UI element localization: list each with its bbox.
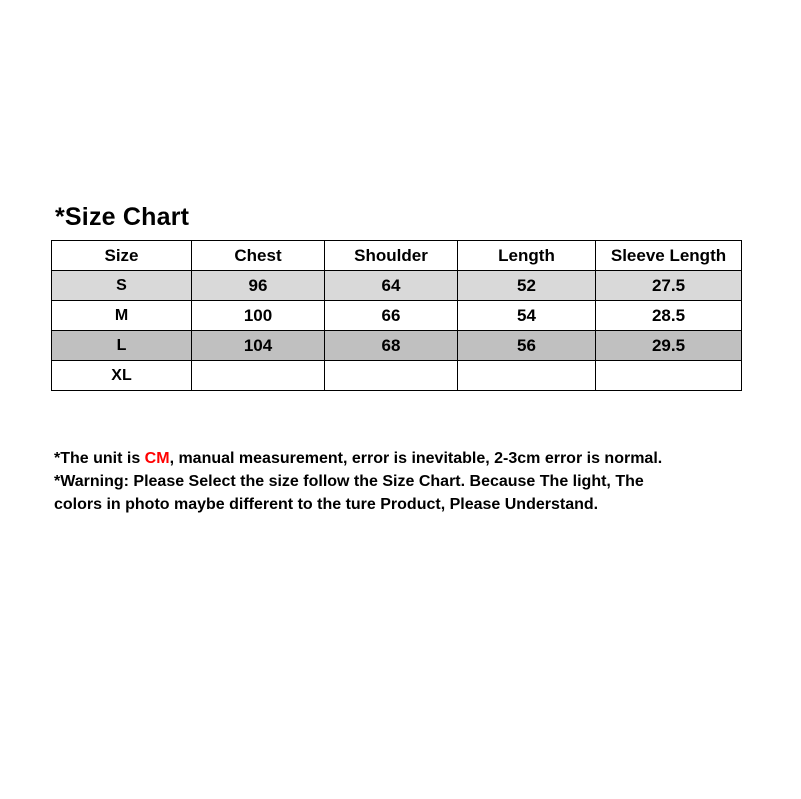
length-cell: 54 [458,301,596,331]
shoulder-cell: 66 [325,301,458,331]
warning-note: *Warning: Please Select the size follow the Size Chart. Because The light, The [54,473,644,490]
unit-note [54,447,754,470]
notes-block [54,447,754,516]
sleeve-length-cell: 27.5 [596,271,742,301]
unit-highlight: CM [144,450,170,467]
chest-cell [192,361,325,391]
length-cell [458,361,596,391]
sleeve-length-cell: 28.5 [596,301,742,331]
size-cell: L [52,331,192,361]
table-row-l [52,331,742,361]
size-cell: XL [52,361,192,391]
shoulder-cell: 64 [325,271,458,301]
size-table [51,240,742,391]
column-header-chest: Chest [192,241,325,271]
table-row-s [52,271,742,301]
warning-note-continued: colors in photo maybe different to the ture Product, Please Understand. [54,496,599,513]
unit-note-suffix: , manual measurement, error is inevitable, 2-3cm error is normal. [169,450,663,467]
table-header-row [52,241,742,271]
shoulder-cell: 68 [325,331,458,361]
chest-cell: 100 [192,301,325,331]
column-header-shoulder: Shoulder [325,241,458,271]
chest-cell: 96 [192,271,325,301]
size-cell: S [52,271,192,301]
table-row-m [52,301,742,331]
column-header-sleeve-length: Sleeve Length [596,241,742,271]
shoulder-cell [325,361,458,391]
size-cell: M [52,301,192,331]
column-header-length: Length [458,241,596,271]
table-row-xl [52,361,742,391]
chest-cell: 104 [192,331,325,361]
sleeve-length-cell: 29.5 [596,331,742,361]
column-header-size: Size [52,241,192,271]
length-cell: 56 [458,331,596,361]
unit-note-prefix: *The unit is [54,450,145,467]
sleeve-length-cell [596,361,742,391]
chart-title: *Size Chart [55,203,190,231]
length-cell: 52 [458,271,596,301]
